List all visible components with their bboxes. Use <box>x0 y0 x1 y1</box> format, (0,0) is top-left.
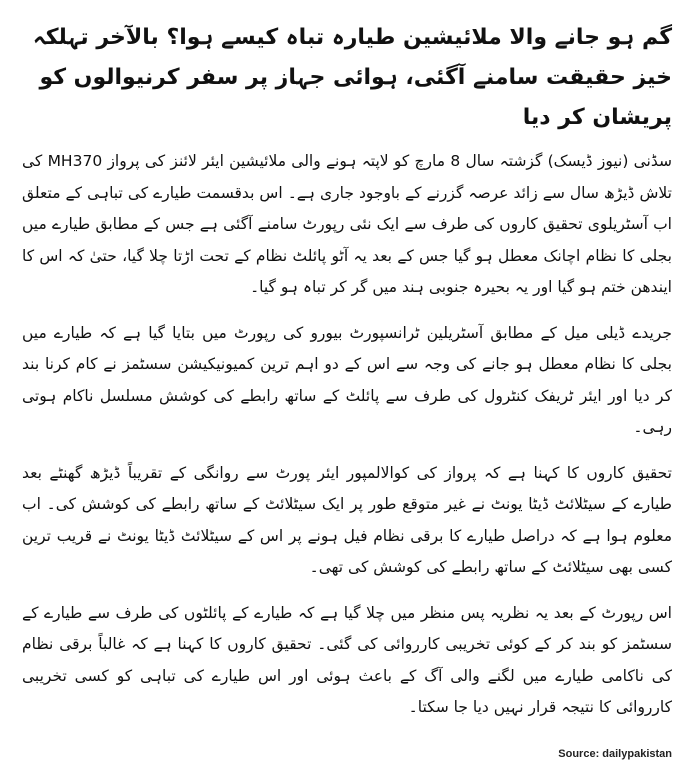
article-paragraph-4: اس رپورٹ کے بعد یہ نظریہ پس منظر میں چلا گیا ہے کہ طیارے کے پائلٹوں کی طرف سے طیارے کے سسٹمز کو بند کر کے کوئی تخریبی کارروائی کی گئی۔ تحقیق کاروں کا کہنا ہے کہ غالباً برقی نظام کی ناکامی طیارے میں لگنے والی آگ کے باعث ہوئی اور اس طیارے کی تباہی کو کسی تخریبی کارروائی کا نتیجہ قرار نہیں دیا جا سکتا۔ <box>22 603 672 716</box>
source-credit: Source: dailypakistan <box>558 748 672 760</box>
article-paragraph-3: تحقیق کاروں کا کہنا ہے کہ پرواز کی کوالالمپور ایئر پورٹ سے روانگی کے تقریباً ڈیڑھ گھنٹے بعد طیارے کے سیٹلائٹ ڈیٹا یونٹ نے غیر متوقع طور پر ایک سیٹلائٹ کے ساتھ رابطے کی کوشش کی۔ اب معلوم ہوا ہے کہ دراصل طیارے کا برقی نظام فیل ہونے پر اس کے سیٹلائٹ ڈیٹا یونٹ نے قریب ترین کسی بھی سیٹلائٹ کے ساتھ رابطے کی کوشش کی تھی۔ <box>22 463 672 576</box>
article-paragraph-1: سڈنی (نیوز ڈیسک) گزشتہ سال 8 مارچ کو لاپتہ ہونے والی ملائیشین ایئر لائنز کی پرواز MH370 کی تلاش ڈیڑھ سال سے زائد عرصہ گزرنے کے باوجود جاری ہے۔ اس بدقسمت طیارے کی تباہی کے متعلق اب آسٹریلوی تحقیق کاروں کی طرف سے ایک نئی رپورٹ سامنے آگئی ہے جس کے مطابق طیارے میں بجلی کا نظام اچانک معطل ہو گیا جس کے بعد یہ آٹو پائلٹ نظام کے تحت اڑتا چلا گیا، حتیٰ کہ اس کا ایندھن ختم ہو گیا اور یہ بحیرہ جنوبی ہند میں گر کر تباہ ہو گیا۔ <box>22 152 672 296</box>
article-paragraph-2: جریدے ڈیلی میل کے مطابق آسٹریلین ٹرانسپورٹ بیورو کی رپورٹ میں بتایا گیا ہے کہ طیارے میں بجلی کا نظام معطل ہو جانے کی وجہ سے اس کے دو اہم ترین کمیونیکیشن سسٹمز نے کام کرنا بند کر دیا اور ایئر ٹریفک کنٹرول کی طرف سے پائلٹ کے ساتھ رابطے کی کوشش مسلسل ناکام ہوتی رہی۔ <box>22 323 672 436</box>
article-headline: گم ہو جانے والا ملائیشین طیارہ تباہ کیسے ہوا؟ بالآخر تہلکہ خیز حقیقت سامنے آگئی، ہوائی جہاز پر سفر کرنیوالوں کو پریشان کر دیا <box>32 25 672 130</box>
